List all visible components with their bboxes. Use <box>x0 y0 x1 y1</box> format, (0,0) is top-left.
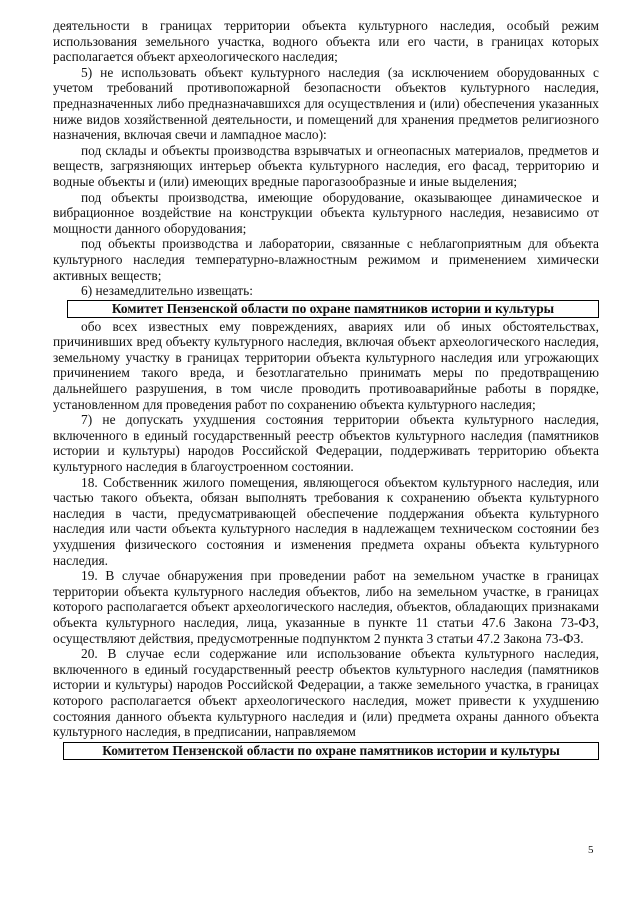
paragraph-19: 19. В случае обнаружения при проведении работ на земельном участке в границах территории объекта культурного наследия объектов, либо на земельном участке, в границах которого располагается объект археологического наследия, объектов, обладающих признаками объекта культурного наследия, лица, указанные в пункте 11 статьи 47.6 Закона 73-ФЗ, осуществляют действия, предусмотренные подпунктом 2 пункта 3 статьи 47.2 Закона 73-ФЗ. <box>53 568 599 646</box>
paragraph-3: под объекты производства, имеющие оборудование, оказывающее динамическое и вибрационное воздействие на конструкции объекта культурного наследия, независимо от мощности данного оборудования; <box>53 189 599 236</box>
paragraph-18: 18. Собственник жилого помещения, являющегося объектом культурного наследия, или частью такого объекта, обязан выполнять требования к сохранению объекта культурного наследия в части, предусматривающей обеспечение поддержания объекта культурного наследия или части объекта культурного наследия в надлежащем техническом состоянии без ухудшения физического состояния и изменения предмета охраны объекта культурного наследия. <box>53 474 599 568</box>
paragraph-1: 5) не использовать объект культурного наследия (за исключением оборудованных с учетом требований противопожарной безопасности объектов культурного наследия, предназначенных либо предназначавшихся для осуществления и (или) обеспечения указанных ниже видов хозяйственной деятельности, и помещений для хранения предметов религиозного назначения, включая свечи и лампадное масло): <box>53 64 599 143</box>
document-page <box>53 18 599 760</box>
boxed-heading-committee: Комитет Пензенской области по охране памятников истории и культуры <box>67 300 599 318</box>
paragraph-6: обо всех известных ему повреждениях, авариях или об иных обстоятельствах, причинивших вред объекту культурного наследия, включая объект археологического наследия, земельному участку в границах территории объекта культурного наследия или угрожающих причинением такого вреда, и безотлагательно принимать меры по предотвращению дальнейшего разрушения, в том числе проводить противоаварийные работы в порядке, установленном для проведения работ по сохранению объекта культурного наследия; <box>53 318 599 412</box>
paragraph-4: под объекты производства и лаборатории, связанные с неблагоприятным для объекта культурного наследия температурно-влажностным режимом и применением химически активных веществ; <box>53 236 599 283</box>
page-number: 5 <box>588 844 594 856</box>
paragraph-7: 7) не допускать ухудшения состояния территории объекта культурного наследия, включенного в единый государственный реестр объектов культурного наследия (памятников истории и культуры) народов Российской Федерации, поддерживать территорию объекта культурного наследия в благоустроенном состоянии. <box>53 412 599 475</box>
paragraph-20: 20. В случае если содержание или использование объекта культурного наследия, включенного в единый государственный реестр объектов культурного наследия (памятников истории и культуры) народов Российской Федерации, а также земельного участка, в границах которого располагается объект археологического наследия, может привести к ухудшению состояния данного объекта культурного наследия и (или) предмета охраны данного объекта культурного наследия, в предписании, направляемом <box>53 646 599 740</box>
paragraph-0: деятельности в границах территории объекта культурного наследия, особый режим использования земельного участка, водного объекта или его части, в границах которых располагается объект археологического наследия; <box>53 18 599 65</box>
paragraph-2: под склады и объекты производства взрывчатых и огнеопасных материалов, предметов и веществ, загрязняющих интерьер объекта культурного наследия, его фасад, территорию и водные объекты и (или) имеющих вредные парогазообразные и иные выделения; <box>53 142 599 189</box>
paragraph-5: 6) незамедлительно извещать: <box>81 283 253 299</box>
boxed-heading-committee-instrumental: Комитетом Пензенской области по охране памятников истории и культуры <box>63 742 599 760</box>
